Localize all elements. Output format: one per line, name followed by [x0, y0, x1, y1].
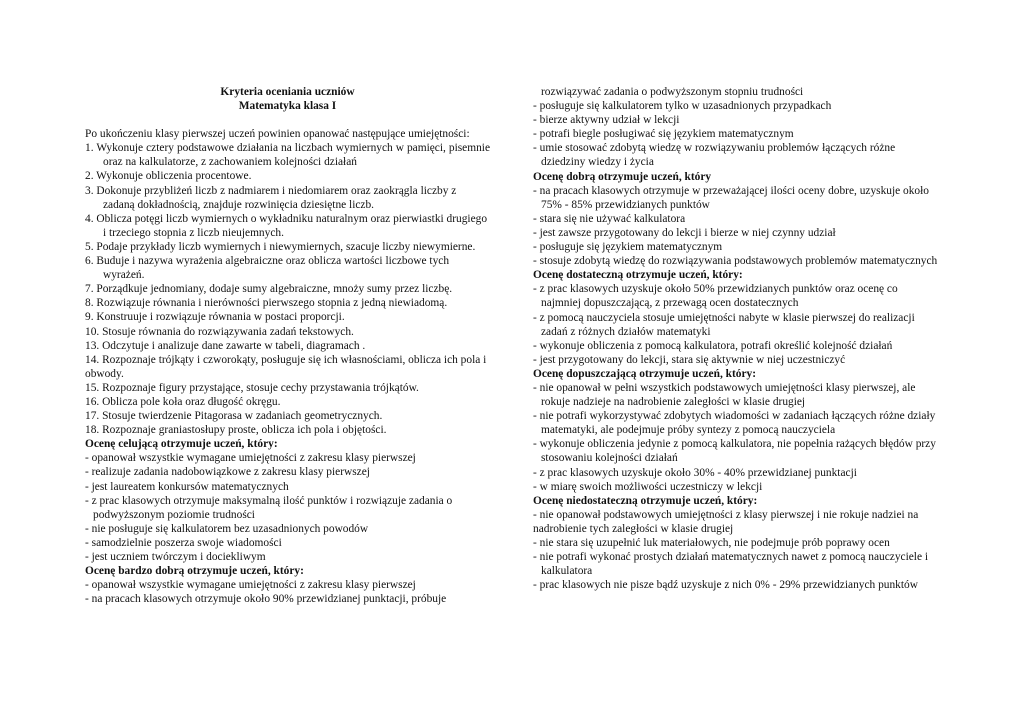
criterion-item: - stara się nie używać kalkulatora: [533, 212, 686, 225]
criterion-item: - nie stara się uzupełnić luk materiałowych, nie podejmuje prób poprawy ocen: [533, 537, 890, 549]
skill-item: 16. Oblicza pole koła oraz długość okręgu.: [85, 395, 281, 408]
grade-niedostateczna-section: [533, 494, 940, 593]
criterion-item: - stosuje zdobytą wiedzę do rozwiązywania podstawowych problemów matematycznych: [533, 255, 938, 268]
grade-dostateczna-section: [533, 268, 940, 367]
skill-item: 4. Oblicza potęgi liczb wymiernych o wykładniku naturalnym oraz pierwiastki drugiego i trzeciego stopnia z liczb nieujemnych.: [85, 212, 488, 239]
criterion-item: - nie potrafi wykorzystywać zdobytych wiadomości w zadaniach łączących różne działy matematyki, ale podejmuje próby syntezy z pomocą nauczyciela: [533, 410, 936, 437]
skill-item: 17. Stosuje twierdzenie Pitagorasa w zadaniach geometrycznych.: [85, 410, 383, 423]
criterion-item: - w miarę swoich możliwości uczestniczy w lekcji: [533, 480, 763, 493]
criterion-item: - posługuje się kalkulatorem tylko w uzasadnionych przypadkach: [533, 100, 832, 113]
criterion-item: - jest przygotowany do lekcji, stara się aktywnie w niej uczestniczyć: [533, 353, 846, 366]
criterion-item: - z pomocą nauczyciela stosuje umiejętności nabyte w klasie pierwszej do realizacji zadań z różnych działów matematyki: [533, 311, 915, 338]
skill-item: 18. Rozpoznaje graniastosłupy proste, oblicza ich pola i objętości.: [85, 424, 387, 437]
criterion-item: - jest zawsze przygotowany do lekcji i bierze w niej czynny udział: [533, 226, 836, 239]
skill-item: 1. Wykonuje cztery podstawowe działania na liczbach wymiernych w pamięci, pisemnie oraz na kalkulatorze, z zachowaniem kolejności działań: [85, 142, 490, 169]
criterion-item: - opanował wszystkie wymagane umiejętności z zakresu klasy pierwszej: [85, 452, 416, 465]
grade-celujaca-section: [85, 437, 490, 564]
criterion-item: - wykonuje obliczenia jedynie z pomocą kalkulatora, nie popełnia rażących błędów przy stosowaniu kolejności działań: [533, 438, 936, 465]
left-column: [85, 85, 490, 606]
criterion-item: - nie potrafi wykonać prostych działań matematycznych nawet z pomocą nauczyciele i kalkulatora: [533, 551, 929, 578]
criterion-item: - prac klasowych nie pisze bądź uzyskuje z nich 0% - 29% przewidzianych punktów: [533, 579, 918, 592]
grade-heading: Ocenę celującą otrzymuje uczeń, który:: [85, 438, 278, 451]
skill-item: 9. Konstruuje i rozwiązuje równania w postaci proporcji.: [85, 311, 345, 324]
grade-heading: Ocenę dobrą otrzymuje uczeń, który: [533, 170, 712, 183]
criterion-item: - samodzielnie poszerza swoje wiadomości: [85, 536, 282, 549]
criterion-item: - na pracach klasowych otrzymuje w przeważającej ilości oceny dobre, uzyskuje około 75% - 85% przewidzianych punktów: [533, 184, 929, 211]
skill-item: 13. Odczytuje i analizuje dane zawarte w tabeli, diagramach .: [85, 339, 366, 352]
grade-heading: Ocenę niedostateczną otrzymuje uczeń, który:: [533, 494, 758, 507]
document-subtitle: Matematyka klasa I: [238, 100, 337, 113]
criterion-item: - nie opanował podstawowych umiejętności z klasy pierwszej i nie rokuje nadziei na nadrobienie tych zaległości w klasie drugiej: [533, 508, 919, 535]
skill-item: 5. Podaje przykłady liczb wymiernych i niewymiernych, szacuje liczby niewymierne.: [85, 240, 476, 253]
skills-list: [85, 141, 490, 437]
criterion-item: - na pracach klasowych otrzymuje około 90% przewidzianej punktacji, próbuje: [85, 593, 447, 606]
criterion-item: - jest uczniem twórczym i dociekliwym: [85, 551, 266, 563]
skill-item: 3. Dokonuje przybliżeń liczb z nadmiarem i niedomiarem oraz zaokrągla liczby z zadaną dokładnością, znajduje rozwinięcia dziesiętne liczb.: [85, 184, 457, 211]
skill-item: 10. Stosuje równania do rozwiązywania zadań tekstowych.: [85, 325, 354, 338]
criterion-item: - bierze aktywny udział w lekcji: [533, 114, 680, 127]
skill-item: 8. Rozwiązuje równania i nierówności pierwszego stopnia z jedną niewiadomą.: [85, 297, 448, 310]
skill-item: 14. Rozpoznaje trójkąty i czworokąty, posługuje się ich własnościami, oblicza ich pola i obwody.: [85, 353, 487, 380]
document-title: Kryteria oceniania uczniów: [220, 86, 355, 98]
criterion-item: - posługuje się językiem matematycznym: [533, 241, 723, 254]
criterion-item: - z prac klasowych otrzymuje maksymalną ilość punktów i rozwiązuje zadania o podwyższonym poziomie trudności: [85, 494, 453, 521]
grade-heading: Ocenę bardzo dobrą otrzymuje uczeń, który:: [85, 565, 304, 578]
criterion-item: - z prac klasowych uzyskuje około 50% przewidzianych punktów oraz ocenę co najmniej dopuszczającą, z przewagą ocen dostatecznych: [533, 283, 898, 310]
skill-item: 6. Buduje i nazywa wyrażenia algebraiczne oraz oblicza wartości liczbowe tych wyrażeń.: [85, 255, 450, 282]
grade-dopuszczajaca-section: [533, 367, 940, 494]
criterion-item: - nie opanował w pełni wszystkich podstawowych umiejętności klasy pierwszej, ale rokuje nadzieje na nadrobienie zaległości w klasie drugiej: [533, 381, 916, 409]
grade-dobra-section: [533, 170, 940, 269]
grade-heading: Ocenę dostateczną otrzymuje uczeń, który:: [533, 269, 743, 282]
criterion-item: - opanował wszystkie wymagane umiejętności z zakresu klasy pierwszej: [85, 579, 416, 592]
right-column: [533, 85, 940, 592]
criterion-item: - potrafi biegle posługiwać się językiem matematycznym: [533, 128, 794, 141]
criterion-item: - umie stosować zdobytą wiedzę w rozwiązywaniu problemów łączących różne dziedziny wiedzy i życia: [533, 142, 896, 169]
intro-paragraph: Po ukończeniu klasy pierwszej uczeń powinien opanować następujące umiejętności:: [85, 128, 470, 141]
grade-bardzo-dobra-continued: [533, 85, 940, 170]
criterion-item: - jest laureatem konkursów matematycznych: [85, 480, 289, 493]
grade-bardzo-dobra-section: [85, 564, 490, 606]
criterion-item: - z prac klasowych uzyskuje około 30% - 40% przewidzianej punktacji: [533, 466, 857, 479]
criterion-continuation: rozwiązywać zadania o podwyższonym stopniu trudności: [541, 86, 804, 98]
skill-item: 15. Rozpoznaje figury przystające, stosuje cechy przystawania trójkątów.: [85, 381, 419, 394]
criterion-item: - realizuje zadania nadobowiązkowe z zakresu klasy pierwszej: [85, 466, 370, 479]
criterion-item: - wykonuje obliczenia z pomocą kalkulatora, potrafi określić kolejność działań: [533, 339, 893, 352]
grade-heading: Ocenę dopuszczającą otrzymuje uczeń, który:: [533, 367, 757, 380]
criterion-item: - nie posługuje się kalkulatorem bez uzasadnionych powodów: [85, 522, 369, 535]
skill-item: 7. Porządkuje jednomiany, dodaje sumy algebraiczne, mnoży sumy przez liczbę.: [85, 283, 453, 296]
skill-item: 2. Wykonuje obliczenia procentowe.: [85, 170, 252, 183]
